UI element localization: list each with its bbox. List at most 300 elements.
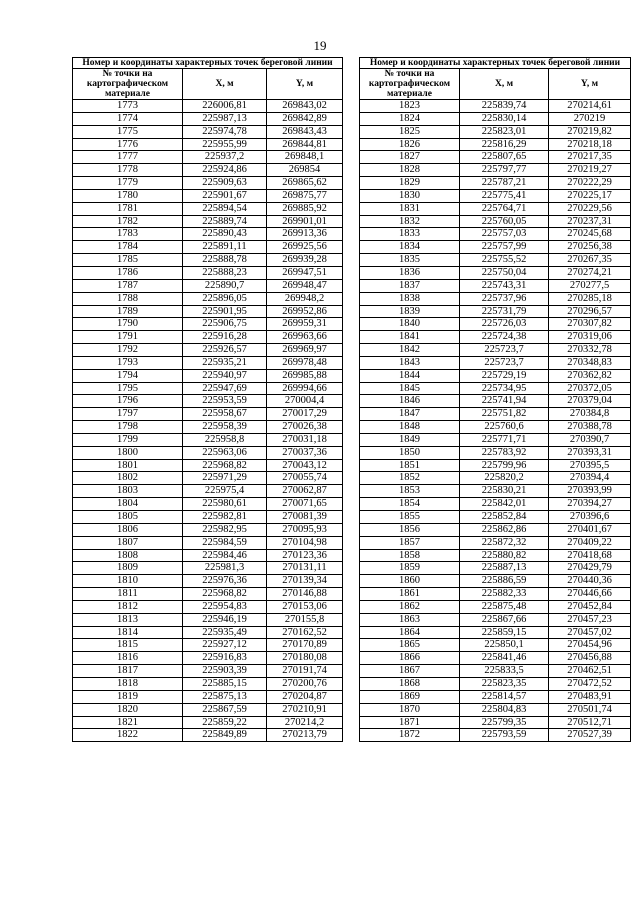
- y-coordinate-cell: 270462,51: [549, 665, 631, 678]
- y-coordinate-cell: 269913,36: [267, 228, 343, 241]
- y-coordinate-cell: 270219,27: [549, 164, 631, 177]
- x-coordinate-cell: 225757,99: [460, 241, 549, 254]
- y-coordinate-cell: 270200,76: [267, 677, 343, 690]
- y-coordinate-cell: 270214,2: [267, 716, 343, 729]
- y-coordinate-cell: 270123,36: [267, 549, 343, 562]
- table-row: [360, 575, 631, 588]
- point-number-cell: 1790: [73, 318, 183, 331]
- x-coordinate-cell: 225793,59: [460, 729, 549, 742]
- x-coordinate-cell: 225982,95: [183, 523, 267, 536]
- y-coordinate-cell: 270218,18: [549, 138, 631, 151]
- table-row: [73, 613, 343, 626]
- y-coordinate-cell: 270452,84: [549, 600, 631, 613]
- table-row: [73, 279, 343, 292]
- x-coordinate-cell: 225751,82: [460, 408, 549, 421]
- table-row: [360, 408, 631, 421]
- y-coordinate-cell: 270104,98: [267, 536, 343, 549]
- x-coordinate-cell: 225757,03: [460, 228, 549, 241]
- x-coordinate-cell: 225984,59: [183, 536, 267, 549]
- y-coordinate-cell: 270170,89: [267, 639, 343, 652]
- y-coordinate-cell: 270319,06: [549, 331, 631, 344]
- y-coordinate-cell: 269848,1: [267, 151, 343, 164]
- table-row: [73, 356, 343, 369]
- x-coordinate-cell: 225823,35: [460, 677, 549, 690]
- table-row: [73, 177, 343, 190]
- y-coordinate-cell: 270393,31: [549, 446, 631, 459]
- x-coordinate-cell: 225807,65: [460, 151, 549, 164]
- point-number-cell: 1872: [360, 729, 460, 742]
- point-number-cell: 1785: [73, 254, 183, 267]
- point-number-cell: 1782: [73, 215, 183, 228]
- point-number-cell: 1805: [73, 511, 183, 524]
- point-number-cell: 1814: [73, 626, 183, 639]
- table-row: [73, 125, 343, 138]
- table-row: [73, 138, 343, 151]
- table-row: [360, 523, 631, 536]
- x-coordinate-cell: 225981,3: [183, 562, 267, 575]
- point-number-cell: 1853: [360, 485, 460, 498]
- y-coordinate-cell: 270245,68: [549, 228, 631, 241]
- y-coordinate-cell: 269843,43: [267, 125, 343, 138]
- table-row: [360, 254, 631, 267]
- point-number-cell: 1815: [73, 639, 183, 652]
- y-coordinate-cell: 270210,91: [267, 703, 343, 716]
- table-row: [73, 151, 343, 164]
- point-number-cell: 1779: [73, 177, 183, 190]
- point-number-cell: 1829: [360, 177, 460, 190]
- x-coordinate-cell: 225839,74: [460, 100, 549, 113]
- y-coordinate-cell: 270446,66: [549, 588, 631, 601]
- x-coordinate-cell: 225887,13: [460, 562, 549, 575]
- point-number-cell: 1824: [360, 112, 460, 125]
- x-coordinate-cell: 225940,97: [183, 369, 267, 382]
- point-number-cell: 1868: [360, 677, 460, 690]
- y-coordinate-cell: 270418,68: [549, 549, 631, 562]
- x-coordinate-cell: 225891,11: [183, 241, 267, 254]
- y-coordinate-cell: 270440,36: [549, 575, 631, 588]
- point-number-cell: 1784: [73, 241, 183, 254]
- point-number-cell: 1800: [73, 446, 183, 459]
- y-coordinate-cell: 270219,82: [549, 125, 631, 138]
- point-number-cell: 1808: [73, 549, 183, 562]
- table-row: [360, 331, 631, 344]
- x-coordinate-cell: 225894,54: [183, 202, 267, 215]
- y-coordinate-cell: 270037,36: [267, 446, 343, 459]
- y-coordinate-cell: 270348,83: [549, 356, 631, 369]
- table-row: [73, 562, 343, 575]
- point-number-cell: 1871: [360, 716, 460, 729]
- point-number-cell: 1850: [360, 446, 460, 459]
- table-row: [73, 575, 343, 588]
- table-row: [360, 665, 631, 678]
- x-coordinate-cell: 225830,21: [460, 485, 549, 498]
- x-coordinate-cell: 225852,84: [460, 511, 549, 524]
- x-coordinate-cell: 225862,86: [460, 523, 549, 536]
- table-row: [360, 228, 631, 241]
- point-number-cell: 1775: [73, 125, 183, 138]
- coordinates-table-right: [359, 57, 631, 742]
- x-coordinate-cell: 225750,04: [460, 266, 549, 279]
- point-number-cell: 1802: [73, 472, 183, 485]
- x-coordinate-cell: 225980,61: [183, 498, 267, 511]
- y-coordinate-cell: 270390,7: [549, 433, 631, 446]
- x-coordinate-cell: 225724,38: [460, 331, 549, 344]
- x-coordinate-cell: 225799,35: [460, 716, 549, 729]
- y-coordinate-cell: 270454,96: [549, 639, 631, 652]
- x-coordinate-cell: 225799,96: [460, 459, 549, 472]
- y-coordinate-cell: 270501,74: [549, 703, 631, 716]
- y-coordinate-cell: 270213,79: [267, 729, 343, 742]
- x-coordinate-cell: 225737,96: [460, 292, 549, 305]
- x-coordinate-cell: 225924,86: [183, 164, 267, 177]
- x-coordinate-cell: 225947,69: [183, 382, 267, 395]
- table-title: Номер и координаты характерных точек береговой линии: [73, 58, 343, 69]
- point-number-cell: 1777: [73, 151, 183, 164]
- table-row: [360, 588, 631, 601]
- point-number-cell: 1796: [73, 395, 183, 408]
- y-coordinate-cell: 270277,5: [549, 279, 631, 292]
- column-header-point: № точки на картографическом материале: [360, 69, 460, 100]
- point-number-cell: 1822: [73, 729, 183, 742]
- x-coordinate-cell: 225935,49: [183, 626, 267, 639]
- y-coordinate-cell: 270131,11: [267, 562, 343, 575]
- y-coordinate-cell: 270379,04: [549, 395, 631, 408]
- point-number-cell: 1794: [73, 369, 183, 382]
- x-coordinate-cell: 225787,21: [460, 177, 549, 190]
- x-coordinate-cell: 225926,57: [183, 344, 267, 357]
- y-coordinate-cell: 270457,02: [549, 626, 631, 639]
- point-number-cell: 1797: [73, 408, 183, 421]
- point-number-cell: 1852: [360, 472, 460, 485]
- point-number-cell: 1849: [360, 433, 460, 446]
- point-number-cell: 1863: [360, 613, 460, 626]
- y-coordinate-cell: 269985,88: [267, 369, 343, 382]
- point-number-cell: 1830: [360, 189, 460, 202]
- table-row: [73, 241, 343, 254]
- point-number-cell: 1857: [360, 536, 460, 549]
- table-row: [73, 677, 343, 690]
- table-row: [73, 523, 343, 536]
- column-header-x: X, м: [460, 69, 549, 100]
- y-coordinate-cell: 270274,21: [549, 266, 631, 279]
- point-number-cell: 1828: [360, 164, 460, 177]
- table-row: [360, 292, 631, 305]
- x-coordinate-cell: 225953,59: [183, 395, 267, 408]
- table-row: [360, 485, 631, 498]
- x-coordinate-cell: 225984,46: [183, 549, 267, 562]
- y-coordinate-cell: 270512,71: [549, 716, 631, 729]
- point-number-cell: 1774: [73, 112, 183, 125]
- x-coordinate-cell: 225875,48: [460, 600, 549, 613]
- y-coordinate-cell: 270256,38: [549, 241, 631, 254]
- y-coordinate-cell: 269939,28: [267, 254, 343, 267]
- x-coordinate-cell: 225842,01: [460, 498, 549, 511]
- table-row: [73, 626, 343, 639]
- y-coordinate-cell: 269901,01: [267, 215, 343, 228]
- table-row: [73, 331, 343, 344]
- point-number-cell: 1847: [360, 408, 460, 421]
- y-coordinate-cell: 270362,82: [549, 369, 631, 382]
- x-coordinate-cell: 225958,39: [183, 421, 267, 434]
- table-row: [360, 164, 631, 177]
- point-number-cell: 1821: [73, 716, 183, 729]
- y-coordinate-cell: 270071,65: [267, 498, 343, 511]
- table-row: [360, 472, 631, 485]
- y-coordinate-cell: 270384,8: [549, 408, 631, 421]
- table-row: [73, 665, 343, 678]
- table-row: [73, 382, 343, 395]
- point-number-cell: 1795: [73, 382, 183, 395]
- y-coordinate-cell: 270146,88: [267, 588, 343, 601]
- y-coordinate-cell: 270214,61: [549, 100, 631, 113]
- y-coordinate-cell: 270394,4: [549, 472, 631, 485]
- table-row: [360, 279, 631, 292]
- table-row: [73, 433, 343, 446]
- y-coordinate-cell: 270081,39: [267, 511, 343, 524]
- x-coordinate-cell: 225937,2: [183, 151, 267, 164]
- table-row: [360, 690, 631, 703]
- point-number-cell: 1856: [360, 523, 460, 536]
- table-row: [73, 536, 343, 549]
- point-number-cell: 1787: [73, 279, 183, 292]
- point-number-cell: 1812: [73, 600, 183, 613]
- x-coordinate-cell: 225889,74: [183, 215, 267, 228]
- y-coordinate-cell: 270285,18: [549, 292, 631, 305]
- table-row: [73, 395, 343, 408]
- x-coordinate-cell: 225775,41: [460, 189, 549, 202]
- x-coordinate-cell: 225903,39: [183, 665, 267, 678]
- x-coordinate-cell: 225875,13: [183, 690, 267, 703]
- point-number-cell: 1827: [360, 151, 460, 164]
- y-coordinate-cell: 270217,35: [549, 151, 631, 164]
- table-row: [73, 472, 343, 485]
- x-coordinate-cell: 225850,1: [460, 639, 549, 652]
- point-number-cell: 1823: [360, 100, 460, 113]
- x-coordinate-cell: 225814,57: [460, 690, 549, 703]
- point-number-cell: 1837: [360, 279, 460, 292]
- point-number-cell: 1858: [360, 549, 460, 562]
- y-coordinate-cell: 270332,78: [549, 344, 631, 357]
- point-number-cell: 1792: [73, 344, 183, 357]
- table-row: [73, 215, 343, 228]
- point-number-cell: 1870: [360, 703, 460, 716]
- y-coordinate-cell: 270222,29: [549, 177, 631, 190]
- point-number-cell: 1861: [360, 588, 460, 601]
- y-coordinate-cell: 270527,39: [549, 729, 631, 742]
- x-coordinate-cell: 225820,2: [460, 472, 549, 485]
- x-coordinate-cell: 225946,19: [183, 613, 267, 626]
- point-number-cell: 1786: [73, 266, 183, 279]
- point-number-cell: 1831: [360, 202, 460, 215]
- point-number-cell: 1789: [73, 305, 183, 318]
- point-number-cell: 1855: [360, 511, 460, 524]
- x-coordinate-cell: 225888,23: [183, 266, 267, 279]
- table-row: [360, 189, 631, 202]
- point-number-cell: 1842: [360, 344, 460, 357]
- table-row: [73, 228, 343, 241]
- y-coordinate-cell: 270031,18: [267, 433, 343, 446]
- y-coordinate-cell: 270395,5: [549, 459, 631, 472]
- table-row: [360, 125, 631, 138]
- table-row: [73, 588, 343, 601]
- y-coordinate-cell: 270043,12: [267, 459, 343, 472]
- x-coordinate-cell: 225927,12: [183, 639, 267, 652]
- x-coordinate-cell: 225841,46: [460, 652, 549, 665]
- point-number-cell: 1843: [360, 356, 460, 369]
- table-row: [360, 549, 631, 562]
- point-number-cell: 1793: [73, 356, 183, 369]
- point-number-cell: 1807: [73, 536, 183, 549]
- point-number-cell: 1781: [73, 202, 183, 215]
- table-row: [360, 421, 631, 434]
- point-number-cell: 1840: [360, 318, 460, 331]
- y-coordinate-cell: 270139,34: [267, 575, 343, 588]
- point-number-cell: 1862: [360, 600, 460, 613]
- y-coordinate-cell: 270396,6: [549, 511, 631, 524]
- table-row: [73, 292, 343, 305]
- x-coordinate-cell: 225731,79: [460, 305, 549, 318]
- table-row: [73, 600, 343, 613]
- x-coordinate-cell: 225954,83: [183, 600, 267, 613]
- point-number-cell: 1867: [360, 665, 460, 678]
- x-coordinate-cell: 225783,92: [460, 446, 549, 459]
- point-number-cell: 1804: [73, 498, 183, 511]
- point-number-cell: 1820: [73, 703, 183, 716]
- table-row: [360, 241, 631, 254]
- x-coordinate-cell: 225726,03: [460, 318, 549, 331]
- x-coordinate-cell: 225906,75: [183, 318, 267, 331]
- table-row: [360, 433, 631, 446]
- x-coordinate-cell: 225916,28: [183, 331, 267, 344]
- y-coordinate-cell: 269865,62: [267, 177, 343, 190]
- x-coordinate-cell: 225901,67: [183, 189, 267, 202]
- y-coordinate-cell: 269952,86: [267, 305, 343, 318]
- table-row: [360, 369, 631, 382]
- x-coordinate-cell: 225823,01: [460, 125, 549, 138]
- table-row: [360, 716, 631, 729]
- x-coordinate-cell: 225764,71: [460, 202, 549, 215]
- point-number-cell: 1798: [73, 421, 183, 434]
- point-number-cell: 1851: [360, 459, 460, 472]
- table-row: [73, 189, 343, 202]
- table-row: [73, 485, 343, 498]
- point-number-cell: 1780: [73, 189, 183, 202]
- y-coordinate-cell: 270267,35: [549, 254, 631, 267]
- table-row: [73, 254, 343, 267]
- point-number-cell: 1848: [360, 421, 460, 434]
- point-number-cell: 1826: [360, 138, 460, 151]
- x-coordinate-cell: 225723,7: [460, 356, 549, 369]
- y-coordinate-cell: 269978,48: [267, 356, 343, 369]
- x-coordinate-cell: 225982,81: [183, 511, 267, 524]
- page-number: 19: [313, 38, 327, 53]
- table-row: [360, 215, 631, 228]
- table-row: [73, 164, 343, 177]
- point-number-cell: 1825: [360, 125, 460, 138]
- table-row: [360, 652, 631, 665]
- y-coordinate-cell: 270457,23: [549, 613, 631, 626]
- point-number-cell: 1860: [360, 575, 460, 588]
- x-coordinate-cell: 225890,7: [183, 279, 267, 292]
- y-coordinate-cell: 270062,87: [267, 485, 343, 498]
- y-coordinate-cell: 270017,29: [267, 408, 343, 421]
- y-coordinate-cell: 270055,74: [267, 472, 343, 485]
- y-coordinate-cell: 270472,52: [549, 677, 631, 690]
- y-coordinate-cell: 269994,66: [267, 382, 343, 395]
- table-row: [360, 356, 631, 369]
- table-row: [73, 498, 343, 511]
- x-coordinate-cell: 225886,59: [460, 575, 549, 588]
- table-row: [360, 395, 631, 408]
- table-row: [73, 511, 343, 524]
- point-number-cell: 1809: [73, 562, 183, 575]
- point-number-cell: 1836: [360, 266, 460, 279]
- column-header-x: X, м: [183, 69, 267, 100]
- table-row: [360, 626, 631, 639]
- y-coordinate-cell: 270401,67: [549, 523, 631, 536]
- y-coordinate-cell: 269842,89: [267, 112, 343, 125]
- y-coordinate-cell: 270153,06: [267, 600, 343, 613]
- y-coordinate-cell: 270372,05: [549, 382, 631, 395]
- point-number-cell: 1859: [360, 562, 460, 575]
- point-number-cell: 1776: [73, 138, 183, 151]
- table-row: [360, 318, 631, 331]
- point-number-cell: 1806: [73, 523, 183, 536]
- table-row: [360, 151, 631, 164]
- table-body-right: [360, 100, 631, 742]
- x-coordinate-cell: 225872,32: [460, 536, 549, 549]
- point-number-cell: 1799: [73, 433, 183, 446]
- table-row: [360, 202, 631, 215]
- y-coordinate-cell: 269947,51: [267, 266, 343, 279]
- x-coordinate-cell: 225743,31: [460, 279, 549, 292]
- y-coordinate-cell: 270225,17: [549, 189, 631, 202]
- table-row: [360, 112, 631, 125]
- y-coordinate-cell: 269854: [267, 164, 343, 177]
- x-coordinate-cell: 225797,77: [460, 164, 549, 177]
- table-row: [360, 177, 631, 190]
- point-number-cell: 1783: [73, 228, 183, 241]
- table-row: [73, 690, 343, 703]
- y-coordinate-cell: 270483,91: [549, 690, 631, 703]
- x-coordinate-cell: 225916,83: [183, 652, 267, 665]
- table-row: [360, 138, 631, 151]
- table-row: [360, 305, 631, 318]
- point-number-cell: 1778: [73, 164, 183, 177]
- point-number-cell: 1810: [73, 575, 183, 588]
- x-coordinate-cell: 225867,66: [460, 613, 549, 626]
- point-number-cell: 1844: [360, 369, 460, 382]
- table-row: [73, 305, 343, 318]
- point-number-cell: 1817: [73, 665, 183, 678]
- x-coordinate-cell: 225971,29: [183, 472, 267, 485]
- point-number-cell: 1788: [73, 292, 183, 305]
- x-coordinate-cell: 225755,52: [460, 254, 549, 267]
- table-row: [360, 446, 631, 459]
- y-coordinate-cell: 269948,47: [267, 279, 343, 292]
- x-coordinate-cell: 225935,21: [183, 356, 267, 369]
- x-coordinate-cell: 226006,81: [183, 100, 267, 113]
- table-row: [360, 562, 631, 575]
- y-coordinate-cell: 270429,79: [549, 562, 631, 575]
- x-coordinate-cell: 225859,22: [183, 716, 267, 729]
- x-coordinate-cell: 225723,7: [460, 344, 549, 357]
- y-coordinate-cell: 270204,87: [267, 690, 343, 703]
- table-row: [360, 729, 631, 742]
- x-coordinate-cell: 225885,15: [183, 677, 267, 690]
- point-number-cell: 1816: [73, 652, 183, 665]
- point-number-cell: 1833: [360, 228, 460, 241]
